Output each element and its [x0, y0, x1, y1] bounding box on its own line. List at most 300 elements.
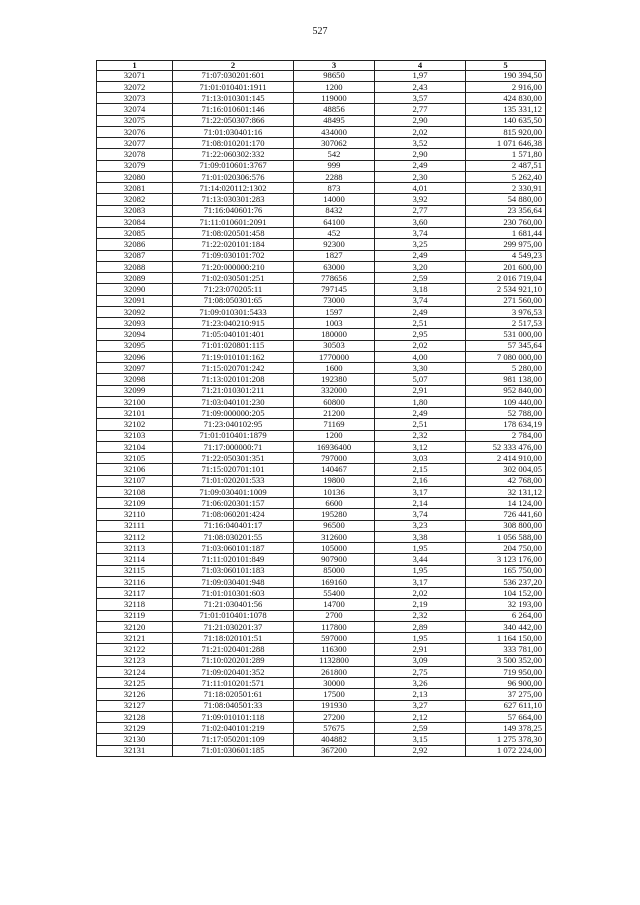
rate-cell: 3,26: [375, 678, 466, 689]
table-header-row: [97, 61, 546, 71]
cadastral-number-cell: 71:13:020101:208: [173, 374, 294, 385]
value-cell: 109 440,00: [466, 396, 546, 407]
row-number-cell: 32082: [97, 194, 173, 205]
table-row: [97, 306, 546, 317]
value-cell: 140 635,50: [466, 115, 546, 126]
area-cell: 999: [294, 160, 375, 171]
rate-cell: 1,95: [375, 543, 466, 554]
area-cell: 1200: [294, 81, 375, 92]
table-row: [97, 554, 546, 565]
table-row: [97, 126, 546, 137]
row-number-cell: 32130: [97, 734, 173, 745]
rate-cell: 2,89: [375, 621, 466, 632]
cadastral-number-cell: 71:18:020101:51: [173, 633, 294, 644]
area-cell: 332000: [294, 385, 375, 396]
rate-cell: 3,57: [375, 93, 466, 104]
cadastral-number-cell: 71:08:020501:458: [173, 228, 294, 239]
table-row: [97, 295, 546, 306]
table-row: [97, 340, 546, 351]
rate-cell: 3,25: [375, 239, 466, 250]
row-number-cell: 32107: [97, 475, 173, 486]
area-cell: 92300: [294, 239, 375, 250]
area-cell: 117800: [294, 621, 375, 632]
cadastral-number-cell: 71:01:030401:16: [173, 126, 294, 137]
cadastral-number-cell: 71:01:030601:185: [173, 745, 294, 756]
cadastral-number-cell: 71:20:000000:210: [173, 261, 294, 272]
table-row: [97, 734, 546, 745]
area-cell: 1003: [294, 318, 375, 329]
value-cell: 5 280,00: [466, 363, 546, 374]
value-cell: 952 840,00: [466, 385, 546, 396]
table-row: [97, 216, 546, 227]
rate-cell: 5,07: [375, 374, 466, 385]
cadastral-number-cell: 71:05:040101:401: [173, 329, 294, 340]
row-number-cell: 32092: [97, 306, 173, 317]
row-number-cell: 32079: [97, 160, 173, 171]
area-cell: 73000: [294, 295, 375, 306]
value-cell: 1 071 646,38: [466, 138, 546, 149]
rate-cell: 2,14: [375, 498, 466, 509]
area-cell: 778656: [294, 273, 375, 284]
area-cell: 1770000: [294, 351, 375, 362]
row-number-cell: 32095: [97, 340, 173, 351]
rate-cell: 2,59: [375, 723, 466, 734]
value-cell: 3 976,53: [466, 306, 546, 317]
cadastral-number-cell: 71:16:040601:76: [173, 205, 294, 216]
column-header-1: 1: [97, 61, 173, 71]
area-cell: 307062: [294, 138, 375, 149]
area-cell: 367200: [294, 745, 375, 756]
value-cell: 57 345,64: [466, 340, 546, 351]
column-header-3: 3: [294, 61, 375, 71]
rate-cell: 3,20: [375, 261, 466, 272]
cadastral-number-cell: 71:09:030401:1009: [173, 486, 294, 497]
area-cell: 195280: [294, 509, 375, 520]
table-row: [97, 599, 546, 610]
value-cell: 340 442,00: [466, 621, 546, 632]
value-cell: 1 275 378,30: [466, 734, 546, 745]
value-cell: 271 560,00: [466, 295, 546, 306]
area-cell: 8432: [294, 205, 375, 216]
area-cell: 169160: [294, 576, 375, 587]
value-cell: 190 394,50: [466, 70, 546, 81]
area-cell: 57675: [294, 723, 375, 734]
value-cell: 201 600,00: [466, 261, 546, 272]
cadastral-value-table: [96, 60, 546, 757]
table-row: [97, 486, 546, 497]
value-cell: 178 634,19: [466, 419, 546, 430]
value-cell: 536 237,20: [466, 576, 546, 587]
area-cell: 1132800: [294, 655, 375, 666]
row-number-cell: 32077: [97, 138, 173, 149]
area-cell: 191930: [294, 700, 375, 711]
area-cell: 96500: [294, 520, 375, 531]
row-number-cell: 32080: [97, 171, 173, 182]
area-cell: 14000: [294, 194, 375, 205]
cadastral-number-cell: 71:19:010101:162: [173, 351, 294, 362]
area-cell: 140467: [294, 464, 375, 475]
cadastral-number-cell: 71:16:010601:146: [173, 104, 294, 115]
row-number-cell: 32125: [97, 678, 173, 689]
value-cell: 2 916,00: [466, 81, 546, 92]
table-row: [97, 498, 546, 509]
row-number-cell: 32122: [97, 644, 173, 655]
value-cell: 57 664,00: [466, 711, 546, 722]
row-number-cell: 32081: [97, 183, 173, 194]
cadastral-number-cell: 71:09:010301:5433: [173, 306, 294, 317]
rate-cell: 2,95: [375, 329, 466, 340]
rate-cell: 2,51: [375, 318, 466, 329]
rate-cell: 2,32: [375, 430, 466, 441]
area-cell: 105000: [294, 543, 375, 554]
cadastral-number-cell: 71:10:020201:289: [173, 655, 294, 666]
table-row: [97, 351, 546, 362]
rate-cell: 4,01: [375, 183, 466, 194]
rate-cell: 2,59: [375, 273, 466, 284]
table-row: [97, 644, 546, 655]
table-row: [97, 531, 546, 542]
area-cell: 63000: [294, 261, 375, 272]
rate-cell: 1,95: [375, 565, 466, 576]
cadastral-number-cell: 71:11:010201:571: [173, 678, 294, 689]
value-cell: 2 016 719,04: [466, 273, 546, 284]
area-cell: 261800: [294, 666, 375, 677]
table-row: [97, 250, 546, 261]
value-cell: 302 004,05: [466, 464, 546, 475]
table-row: [97, 115, 546, 126]
cadastral-number-cell: 71:09:020401:352: [173, 666, 294, 677]
row-number-cell: 32075: [97, 115, 173, 126]
area-cell: 27200: [294, 711, 375, 722]
cadastral-number-cell: 71:21:020401:288: [173, 644, 294, 655]
area-cell: 14700: [294, 599, 375, 610]
area-cell: 60800: [294, 396, 375, 407]
cadastral-number-cell: 71:02:030501:251: [173, 273, 294, 284]
row-number-cell: 32078: [97, 149, 173, 160]
cadastral-number-cell: 71:08:050301:65: [173, 295, 294, 306]
row-number-cell: 32113: [97, 543, 173, 554]
row-number-cell: 32131: [97, 745, 173, 756]
value-cell: 32 193,00: [466, 599, 546, 610]
rate-cell: 2,90: [375, 149, 466, 160]
area-cell: 873: [294, 183, 375, 194]
rate-cell: 3,12: [375, 441, 466, 452]
rate-cell: 2,91: [375, 385, 466, 396]
table-row: [97, 160, 546, 171]
cadastral-number-cell: 71:14:020112:1302: [173, 183, 294, 194]
area-cell: 48495: [294, 115, 375, 126]
rate-cell: 2,12: [375, 711, 466, 722]
rate-cell: 3,44: [375, 554, 466, 565]
row-number-cell: 32124: [97, 666, 173, 677]
cadastral-number-cell: 71:01:010401:1911: [173, 81, 294, 92]
cadastral-number-cell: 71:08:040501:33: [173, 700, 294, 711]
column-header-4: 4: [375, 61, 466, 71]
cadastral-number-cell: 71:08:010201:170: [173, 138, 294, 149]
value-cell: 531 000,00: [466, 329, 546, 340]
row-number-cell: 32127: [97, 700, 173, 711]
table-row: [97, 419, 546, 430]
row-number-cell: 32076: [97, 126, 173, 137]
table-row: [97, 678, 546, 689]
table-body: [97, 70, 546, 756]
row-number-cell: 32104: [97, 441, 173, 452]
cadastral-number-cell: 71:11:010601:2091: [173, 216, 294, 227]
rate-cell: 2,16: [375, 475, 466, 486]
cadastral-number-cell: 71:22:050307:866: [173, 115, 294, 126]
table-row: [97, 171, 546, 182]
area-cell: 6600: [294, 498, 375, 509]
cadastral-number-cell: 71:11:020101:849: [173, 554, 294, 565]
table-row: [97, 689, 546, 700]
area-cell: 17500: [294, 689, 375, 700]
row-number-cell: 32073: [97, 93, 173, 104]
area-cell: 1597: [294, 306, 375, 317]
value-cell: 2 330,91: [466, 183, 546, 194]
row-number-cell: 32120: [97, 621, 173, 632]
table-row: [97, 273, 546, 284]
rate-cell: 3,18: [375, 284, 466, 295]
cadastral-number-cell: 71:03:060101:187: [173, 543, 294, 554]
table-row: [97, 149, 546, 160]
area-cell: 542: [294, 149, 375, 160]
rate-cell: 2,32: [375, 610, 466, 621]
value-cell: 149 378,25: [466, 723, 546, 734]
area-cell: 1200: [294, 430, 375, 441]
rate-cell: 2,75: [375, 666, 466, 677]
rate-cell: 2,49: [375, 160, 466, 171]
value-cell: 104 152,00: [466, 588, 546, 599]
table-row: [97, 610, 546, 621]
rate-cell: 2,49: [375, 250, 466, 261]
cadastral-number-cell: 71:22:020101:184: [173, 239, 294, 250]
row-number-cell: 32110: [97, 509, 173, 520]
value-cell: 23 356,64: [466, 205, 546, 216]
rate-cell: 3,60: [375, 216, 466, 227]
cadastral-number-cell: 71:23:070205:11: [173, 284, 294, 295]
value-cell: 7 080 000,00: [466, 351, 546, 362]
cadastral-number-cell: 71:01:010301:603: [173, 588, 294, 599]
row-number-cell: 32100: [97, 396, 173, 407]
value-cell: 42 768,00: [466, 475, 546, 486]
rate-cell: 3,17: [375, 486, 466, 497]
cadastral-number-cell: 71:23:040102:95: [173, 419, 294, 430]
table-row: [97, 430, 546, 441]
rate-cell: 3,03: [375, 453, 466, 464]
area-cell: 180000: [294, 329, 375, 340]
row-number-cell: 32129: [97, 723, 173, 734]
area-cell: 98650: [294, 70, 375, 81]
value-cell: 2 517,53: [466, 318, 546, 329]
value-cell: 1 056 588,00: [466, 531, 546, 542]
row-number-cell: 32085: [97, 228, 173, 239]
rate-cell: 2,19: [375, 599, 466, 610]
value-cell: 5 262,40: [466, 171, 546, 182]
table-row: [97, 205, 546, 216]
value-cell: 1 571,80: [466, 149, 546, 160]
table-row: [97, 138, 546, 149]
cadastral-number-cell: 71:17:000000:71: [173, 441, 294, 452]
table-row: [97, 81, 546, 92]
area-cell: 64100: [294, 216, 375, 227]
area-cell: 71169: [294, 419, 375, 430]
value-cell: 1 164 150,00: [466, 633, 546, 644]
rate-cell: 4,00: [375, 351, 466, 362]
row-number-cell: 32083: [97, 205, 173, 216]
cadastral-number-cell: 71:21:010301:211: [173, 385, 294, 396]
area-cell: 30503: [294, 340, 375, 351]
value-cell: 627 611,10: [466, 700, 546, 711]
area-cell: 404882: [294, 734, 375, 745]
value-cell: 6 264,00: [466, 610, 546, 621]
value-cell: 815 920,00: [466, 126, 546, 137]
rate-cell: 2,90: [375, 115, 466, 126]
table-row: [97, 408, 546, 419]
table-row: [97, 633, 546, 644]
table-row: [97, 194, 546, 205]
area-cell: 119000: [294, 93, 375, 104]
cadastral-number-cell: 71:15:020701:101: [173, 464, 294, 475]
row-number-cell: 32103: [97, 430, 173, 441]
rate-cell: 3,27: [375, 700, 466, 711]
table-row: [97, 588, 546, 599]
table-row: [97, 509, 546, 520]
area-cell: 312600: [294, 531, 375, 542]
row-number-cell: 32108: [97, 486, 173, 497]
row-number-cell: 32093: [97, 318, 173, 329]
cadastral-number-cell: 71:17:050201:109: [173, 734, 294, 745]
row-number-cell: 32109: [97, 498, 173, 509]
value-cell: 2 487,51: [466, 160, 546, 171]
value-cell: 32 131,12: [466, 486, 546, 497]
table-row: [97, 711, 546, 722]
rate-cell: 3,17: [375, 576, 466, 587]
row-number-cell: 32118: [97, 599, 173, 610]
rate-cell: 2,02: [375, 340, 466, 351]
table-row: [97, 396, 546, 407]
area-cell: 797145: [294, 284, 375, 295]
row-number-cell: 32119: [97, 610, 173, 621]
cadastral-number-cell: 71:01:010401:1879: [173, 430, 294, 441]
row-number-cell: 32089: [97, 273, 173, 284]
cadastral-number-cell: 71:03:040101:230: [173, 396, 294, 407]
cadastral-number-cell: 71:01:020201:533: [173, 475, 294, 486]
value-cell: 52 333 476,00: [466, 441, 546, 452]
area-cell: 2288: [294, 171, 375, 182]
rate-cell: 3,30: [375, 363, 466, 374]
page-number: 527: [312, 26, 328, 37]
area-cell: 434000: [294, 126, 375, 137]
value-cell: 230 760,00: [466, 216, 546, 227]
value-cell: 52 788,00: [466, 408, 546, 419]
table-row: [97, 385, 546, 396]
row-number-cell: 32111: [97, 520, 173, 531]
table-row: [97, 104, 546, 115]
rate-cell: 2,15: [375, 464, 466, 475]
value-cell: 981 138,00: [466, 374, 546, 385]
row-number-cell: 32106: [97, 464, 173, 475]
row-number-cell: 32074: [97, 104, 173, 115]
row-number-cell: 32115: [97, 565, 173, 576]
value-cell: 204 750,00: [466, 543, 546, 554]
area-cell: 116300: [294, 644, 375, 655]
row-number-cell: 32090: [97, 284, 173, 295]
value-cell: 96 900,00: [466, 678, 546, 689]
row-number-cell: 32072: [97, 81, 173, 92]
area-cell: 1600: [294, 363, 375, 374]
table-row: [97, 621, 546, 632]
row-number-cell: 32116: [97, 576, 173, 587]
rate-cell: 2,51: [375, 419, 466, 430]
table-row: [97, 183, 546, 194]
rate-cell: 1,80: [375, 396, 466, 407]
cadastral-number-cell: 71:09:000000:205: [173, 408, 294, 419]
rate-cell: 3,74: [375, 509, 466, 520]
rate-cell: 3,74: [375, 228, 466, 239]
area-cell: 597000: [294, 633, 375, 644]
row-number-cell: 32117: [97, 588, 173, 599]
rate-cell: 2,30: [375, 171, 466, 182]
row-number-cell: 32099: [97, 385, 173, 396]
cadastral-number-cell: 71:13:010301:145: [173, 93, 294, 104]
cadastral-number-cell: 71:09:010601:3767: [173, 160, 294, 171]
cadastral-number-cell: 71:21:030201:37: [173, 621, 294, 632]
area-cell: 16936400: [294, 441, 375, 452]
rate-cell: 2,02: [375, 126, 466, 137]
table-row: [97, 70, 546, 81]
rate-cell: 2,43: [375, 81, 466, 92]
rate-cell: 3,23: [375, 520, 466, 531]
area-cell: 452: [294, 228, 375, 239]
table-row: [97, 475, 546, 486]
row-number-cell: 32088: [97, 261, 173, 272]
value-cell: 4 549,23: [466, 250, 546, 261]
cadastral-number-cell: 71:16:040401:17: [173, 520, 294, 531]
table-row: [97, 441, 546, 452]
table-row: [97, 745, 546, 756]
cadastral-number-cell: 71:01:020306:576: [173, 171, 294, 182]
value-cell: 2 414 910,00: [466, 453, 546, 464]
cadastral-number-cell: 71:06:020301:157: [173, 498, 294, 509]
cadastral-number-cell: 71:07:030201:601: [173, 70, 294, 81]
row-number-cell: 32105: [97, 453, 173, 464]
cadastral-number-cell: 71:01:020801:115: [173, 340, 294, 351]
rate-cell: 2,77: [375, 205, 466, 216]
table-row: [97, 453, 546, 464]
cadastral-number-cell: 71:09:030401:948: [173, 576, 294, 587]
cadastral-number-cell: 71:09:010101:118: [173, 711, 294, 722]
rate-cell: 3,74: [375, 295, 466, 306]
table-row: [97, 93, 546, 104]
row-number-cell: 32086: [97, 239, 173, 250]
cadastral-number-cell: 71:01:010401:1078: [173, 610, 294, 621]
table-row: [97, 576, 546, 587]
rate-cell: 3,15: [375, 734, 466, 745]
cadastral-number-cell: 71:21:030401:56: [173, 599, 294, 610]
row-number-cell: 32097: [97, 363, 173, 374]
table-row: [97, 239, 546, 250]
rate-cell: 1,95: [375, 633, 466, 644]
table-row: [97, 228, 546, 239]
table-row: [97, 318, 546, 329]
table-row: [97, 543, 546, 554]
value-cell: 54 880,00: [466, 194, 546, 205]
value-cell: 3 123 176,00: [466, 554, 546, 565]
cadastral-number-cell: 71:18:020501:61: [173, 689, 294, 700]
area-cell: 10136: [294, 486, 375, 497]
table-row: [97, 363, 546, 374]
rate-cell: 2,91: [375, 644, 466, 655]
